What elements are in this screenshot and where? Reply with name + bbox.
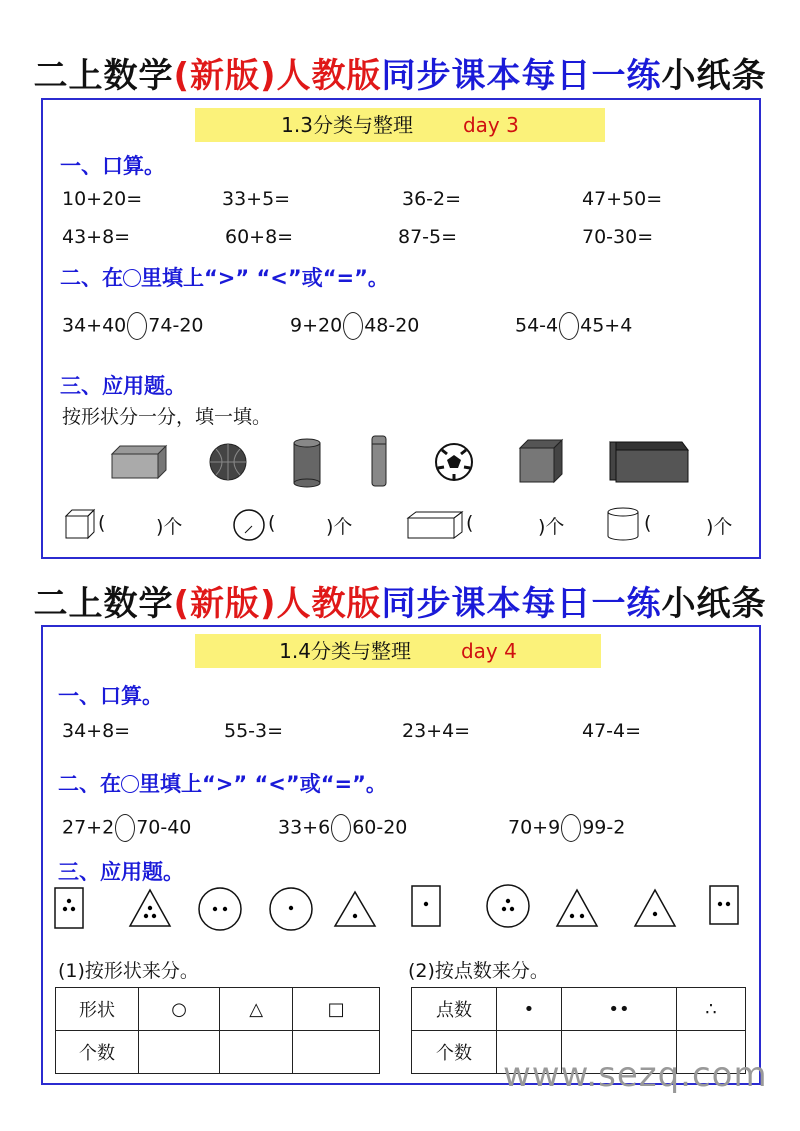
watermark: www.sezq.com <box>503 1055 768 1095</box>
problem: 43+8= <box>62 226 131 248</box>
col-header: □ <box>293 988 380 1031</box>
problem: 23+4= <box>402 720 471 742</box>
section-heading <box>58 768 387 798</box>
problem: 60+8= <box>225 226 294 248</box>
heading-text: 二、在 <box>58 772 121 796</box>
problem: 36-2= <box>402 188 462 210</box>
answer-open: ( <box>644 512 652 534</box>
col-header: ∴ <box>677 988 746 1031</box>
title-part: 二上数学 <box>33 584 174 624</box>
compare-problem <box>62 814 191 842</box>
triangle-2dots-icon <box>557 890 597 926</box>
expr: 99-2 <box>582 816 626 839</box>
day-label: day 4 <box>460 639 517 663</box>
circle-2dots-icon <box>199 888 241 930</box>
row-header: 形状 <box>56 988 139 1031</box>
row-header: 个数 <box>412 1031 497 1074</box>
cylinder-outline-icon <box>606 506 640 542</box>
title-part: 二上数学 <box>33 56 174 96</box>
answer-circle[interactable] <box>115 814 135 842</box>
title-part: 同步课本每日一练 <box>381 584 662 624</box>
section-heading: 三、应用题。 <box>58 860 184 884</box>
title-part: 小纸条 <box>661 584 767 624</box>
title-part: 同步课本每日一练 <box>381 56 662 96</box>
count-cell[interactable] <box>220 1031 293 1074</box>
section-heading: 一、口算。 <box>58 684 163 708</box>
topic-label: 1.4分类与整理 <box>279 639 411 663</box>
topic-banner <box>195 108 605 142</box>
title-part: (新版)人教版 <box>173 584 382 624</box>
basketball-icon <box>208 442 248 482</box>
problem: 70-30= <box>582 226 654 248</box>
problem: 87-5= <box>398 226 458 248</box>
count-cell[interactable] <box>139 1031 220 1074</box>
page-title <box>0 48 800 97</box>
problem: 47+50= <box>582 188 663 210</box>
triangle-3dots-icon <box>130 890 170 926</box>
answer-circle[interactable] <box>561 814 581 842</box>
cylinder-tube-icon <box>370 434 388 488</box>
question-label: (2)按点数来分。 <box>408 960 549 982</box>
problem: 34+8= <box>62 720 131 742</box>
cube-outline-icon <box>64 508 96 540</box>
square-2dots-icon <box>710 886 738 924</box>
row-header: 个数 <box>56 1031 139 1074</box>
triangle-1dot-icon <box>635 890 675 926</box>
title-part: (新版)人教版 <box>173 56 382 96</box>
soccer-ball-icon <box>434 442 474 482</box>
circle-3dots-icon <box>487 885 529 927</box>
expr: 9+20 <box>290 314 343 337</box>
col-header: △ <box>220 988 293 1031</box>
cuboid-outline-icon <box>406 510 464 540</box>
expr: 54-4 <box>515 314 559 337</box>
col-header: ○ <box>139 988 220 1031</box>
col-header: •• <box>561 988 676 1031</box>
question-label: (1)按形状来分。 <box>58 960 199 982</box>
circle-icon <box>123 269 141 287</box>
answer-close[interactable]: )个 <box>538 516 565 538</box>
title-part: 小纸条 <box>661 56 767 96</box>
shape-card-row <box>50 884 750 932</box>
topic-label: 1.3分类与整理 <box>281 113 413 137</box>
expr: 70-40 <box>136 816 192 839</box>
expr: 45+4 <box>580 314 633 337</box>
topic-banner <box>195 634 601 668</box>
cylinder-can-icon <box>292 438 322 488</box>
heading-text: 里填上“>” “<”或“=”。 <box>141 266 389 290</box>
answer-open: ( <box>466 512 474 534</box>
square-3dots-icon <box>55 888 83 928</box>
compare-problem <box>515 312 632 340</box>
cuboid-icon <box>108 444 168 480</box>
section-heading: 三、应用题。 <box>60 374 186 398</box>
answer-circle[interactable] <box>127 312 147 340</box>
answer-close[interactable]: )个 <box>326 516 353 538</box>
expr: 33+6 <box>278 816 331 839</box>
triangle-1dot-icon <box>335 892 375 926</box>
answer-circle[interactable] <box>343 312 363 340</box>
row-header: 点数 <box>412 988 497 1031</box>
col-header: • <box>497 988 562 1031</box>
problem: 47-4= <box>582 720 642 742</box>
answer-circle[interactable] <box>559 312 579 340</box>
count-cell[interactable] <box>293 1031 380 1074</box>
section-heading: 一、口算。 <box>60 154 165 178</box>
heading-text: 二、在 <box>60 266 123 290</box>
page-title <box>0 576 800 625</box>
compare-problem <box>278 814 407 842</box>
answer-circle[interactable] <box>331 814 351 842</box>
large-cuboid-icon <box>608 440 690 484</box>
problem: 33+5= <box>222 188 291 210</box>
compare-problem <box>290 312 419 340</box>
day-label: day 3 <box>462 113 519 137</box>
expr: 27+2 <box>62 816 115 839</box>
circle-icon <box>121 775 139 793</box>
expr: 60-20 <box>352 816 408 839</box>
sphere-outline-icon <box>232 508 266 542</box>
compare-problem <box>508 814 625 842</box>
heading-text: 里填上“>” “<”或“=”。 <box>139 772 387 796</box>
answer-open: ( <box>98 512 106 534</box>
answer-close[interactable]: )个 <box>156 516 183 538</box>
expr: 48-20 <box>364 314 420 337</box>
problem: 10+20= <box>62 188 143 210</box>
section-heading <box>60 262 389 292</box>
expr: 74-20 <box>148 314 204 337</box>
circle-1dot-icon <box>270 888 312 930</box>
shape-count-table <box>55 987 380 1074</box>
answer-open: ( <box>268 512 276 534</box>
expr: 34+40 <box>62 314 127 337</box>
instruction: 按形状分一分，填一填。 <box>62 406 272 428</box>
compare-problem <box>62 312 204 340</box>
square-1dot-icon <box>412 886 440 926</box>
answer-close[interactable]: )个 <box>706 516 733 538</box>
cube-icon <box>518 438 564 484</box>
expr: 70+9 <box>508 816 561 839</box>
problem: 55-3= <box>224 720 284 742</box>
